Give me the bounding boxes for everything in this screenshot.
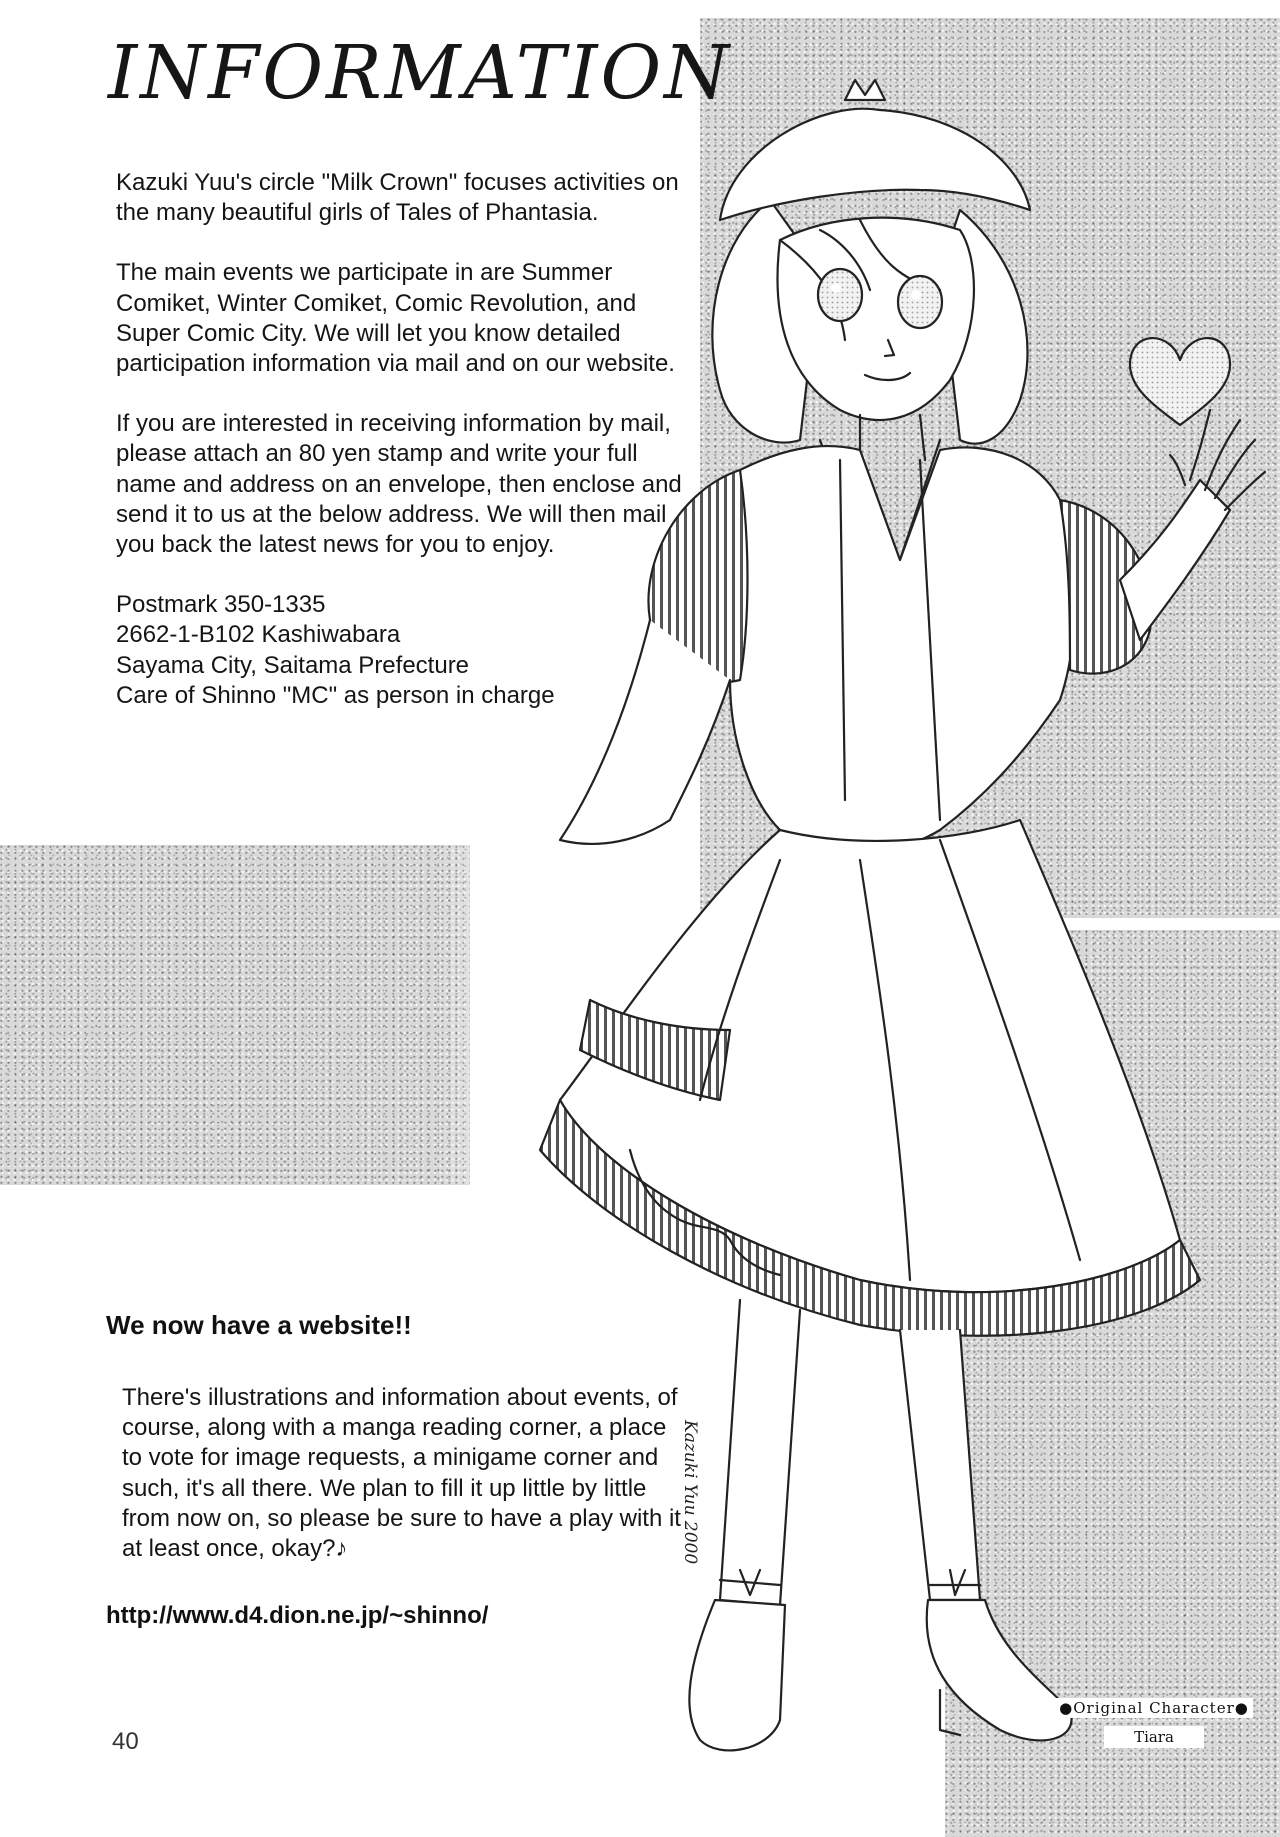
info-text-block [116,168,696,711]
address-line: 2662-1-B102 Kashiwabara [116,621,401,649]
info-paragraph: If you are interested in receiving information by mail, please attach an 80 yen stamp and write your full name and address on an envelope, then enclose and send it to us at the below address. We will then mail you back the latest news for you to enjoy. [116,410,682,559]
info-paragraph: The main events we participate in are Summer Comiket, Winter Comiket, Comic Revolution, and Super Comic City. We will let you know detailed participation information via mail and on our website. [116,259,675,378]
address-line: Care of Shinno "MC" as person in charge [116,681,555,709]
website-url: http://www.d4.dion.ne.jp/~shinno/ [106,1602,489,1629]
page-title: INFORMATION [108,30,732,116]
info-paragraph: Kazuki Yuu's circle "Milk Crown" focuses activities on the many beautiful girls of Tales of Phantasia. [116,169,679,227]
character-caption [1046,1698,1262,1748]
mailing-address [116,590,696,711]
artist-signature: Kazuki Yuu 2000 [680,1420,700,1565]
caption-label: ●Original Character● [1055,1698,1253,1718]
page-number: 40 [112,1728,139,1755]
caption-character-name: Tiara [1104,1726,1204,1748]
address-line: Postmark 350-1335 [116,591,326,619]
website-description: There's illustrations and information about events, of course, along with a manga reading corner, a place to vote for image requests, a minigame corner and such, it's all there. We plan to fill it up little by little from now on, so please be sure to have a play with it at least once, okay?♪ [122,1384,681,1563]
website-heading: We now have a website!! [106,1310,412,1340]
address-line: Sayama City, Saitama Prefecture [116,651,470,679]
